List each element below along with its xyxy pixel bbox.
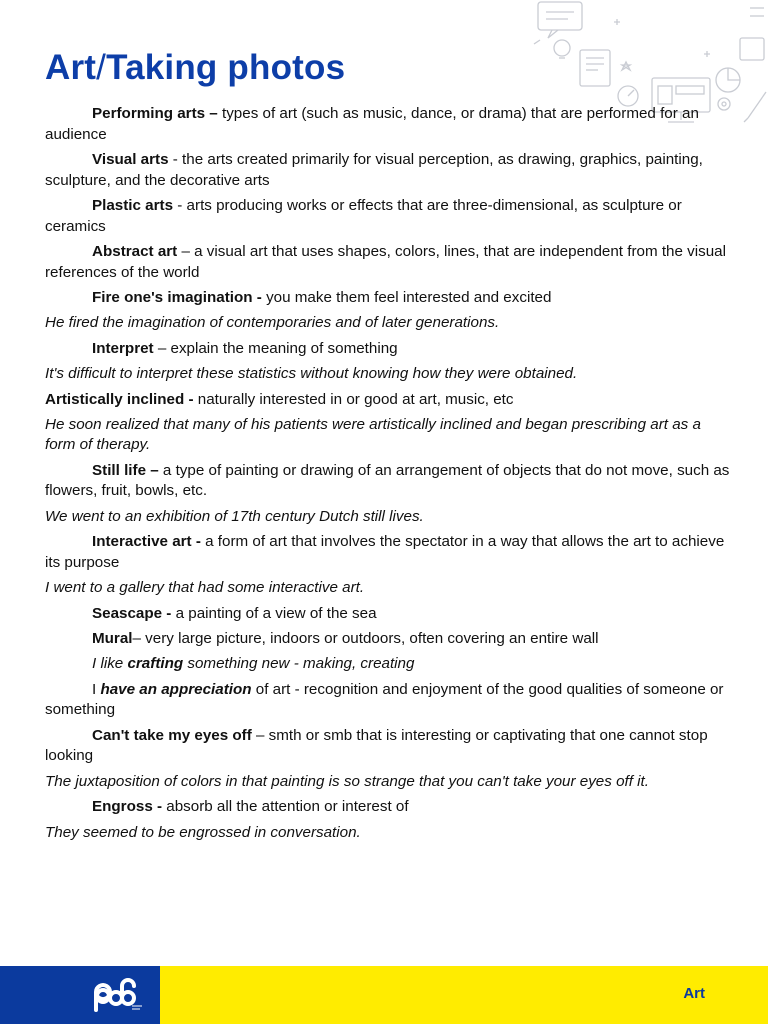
entry-definition: – smth or smb that is interesting or captivating that one cannot stop looking	[45, 726, 708, 765]
publisher-logo	[92, 976, 146, 1016]
example-sentence	[45, 313, 735, 334]
definition-entry	[45, 461, 735, 502]
entry-term: Abstract art	[92, 242, 178, 260]
example-text: He soon realized that many of his patients were artistically inclined and began prescribing art as a form of therapy.	[45, 415, 701, 454]
entry-definition: a type of painting or drawing of an arrangement of objects that do not move, such as flowers, fruit, bowls, etc.	[45, 461, 730, 500]
title-sub: Taking photos	[106, 48, 346, 87]
entry-definition: absorb all the attention or interest of	[162, 798, 409, 816]
entry-term: crafting	[127, 655, 184, 673]
definition-entry	[45, 629, 735, 650]
vocabulary-list	[45, 104, 735, 848]
footer-brand-block	[0, 966, 160, 1024]
definition-entry	[45, 654, 735, 675]
example-sentence	[45, 823, 735, 844]
entry-term: Mural	[92, 630, 133, 648]
definition-entry	[45, 196, 735, 237]
entry-term: Performing arts –	[92, 105, 218, 122]
example-sentence	[45, 364, 735, 385]
entry-definition: you make them feel interested and excited	[261, 288, 552, 306]
entry-definition: – a visual art that uses shapes, colors, lines, that are independent from the visual references of the world	[45, 242, 726, 281]
example-text: The juxtaposition of colors in that painting is so strange that you can't take your eyes off it.	[45, 772, 649, 790]
entry-definition: something new - making, creating	[183, 655, 415, 673]
entry-lead: I	[92, 680, 101, 698]
example-sentence	[45, 578, 735, 599]
definition-entry	[45, 339, 735, 360]
entry-term: Interpret	[92, 339, 154, 357]
entry-definition: a painting of a view of the sea	[171, 604, 377, 622]
entry-definition: a form of art that involves the spectator in a way that allows the art to achieve its purpose	[45, 533, 725, 571]
example-text: They seemed to be engrossed in conversation.	[45, 823, 361, 841]
example-sentence	[45, 415, 735, 456]
example-text: We went to an exhibition of 17th century Dutch still lives.	[45, 507, 424, 525]
example-text: It's difficult to interpret these statistics without knowing how they were obtained.	[45, 365, 578, 383]
entry-term: have an appreciation	[100, 680, 252, 698]
entry-term: Can't take my eyes off	[92, 726, 252, 744]
definition-entry	[45, 150, 735, 191]
entry-term: Fire one's imagination -	[92, 288, 262, 306]
footer-bar	[0, 966, 768, 1024]
entry-definition: – very large picture, indoors or outdoors, often covering an entire wall	[132, 630, 599, 648]
entry-definition: types of art (such as music, dance, or drama) that are performed for an audience	[45, 105, 699, 143]
entry-term: Plastic arts	[92, 196, 174, 214]
entry-term: Visual arts	[92, 150, 169, 168]
definition-entry	[45, 726, 735, 767]
entry-definition: of art - recognition and enjoyment of the good qualities of someone or something	[45, 680, 724, 719]
footer-section-label: Art	[683, 985, 705, 1002]
entry-lead: I like	[92, 655, 128, 673]
entry-definition: - the arts created primarily for visual perception, as drawing, graphics, painting, sculpture, and the decorative arts	[45, 150, 703, 189]
definition-entry	[45, 242, 735, 283]
entry-definition: - arts producing works or effects that are three-dimensional, as sculpture or ceramics	[45, 196, 682, 235]
definition-entry	[45, 288, 735, 309]
page-title	[45, 48, 345, 88]
entry-definition: naturally interested in or good at art, music, etc	[193, 390, 514, 408]
example-sentence	[45, 507, 735, 528]
entry-term: Seascape -	[92, 604, 172, 622]
entry-definition: – explain the meaning of something	[153, 339, 398, 357]
definition-entry	[45, 797, 735, 818]
entry-term: Engross -	[92, 798, 163, 816]
example-sentence	[45, 772, 735, 793]
definition-entry	[45, 104, 735, 145]
title-main: Art	[45, 48, 97, 87]
definition-entry	[45, 604, 735, 625]
definition-entry	[45, 532, 735, 573]
entry-term: Still life –	[92, 461, 159, 479]
example-text: I went to a gallery that had some interactive art.	[45, 579, 365, 597]
title-separator: /	[96, 48, 107, 87]
definition-entry	[45, 680, 735, 721]
entry-term: Interactive art -	[92, 533, 201, 551]
example-text: He fired the imagination of contemporaries and of later generations.	[45, 314, 500, 332]
footer-highlight	[160, 966, 768, 1024]
entry-term: Artistically inclined -	[45, 390, 194, 408]
definition-entry	[45, 390, 735, 411]
